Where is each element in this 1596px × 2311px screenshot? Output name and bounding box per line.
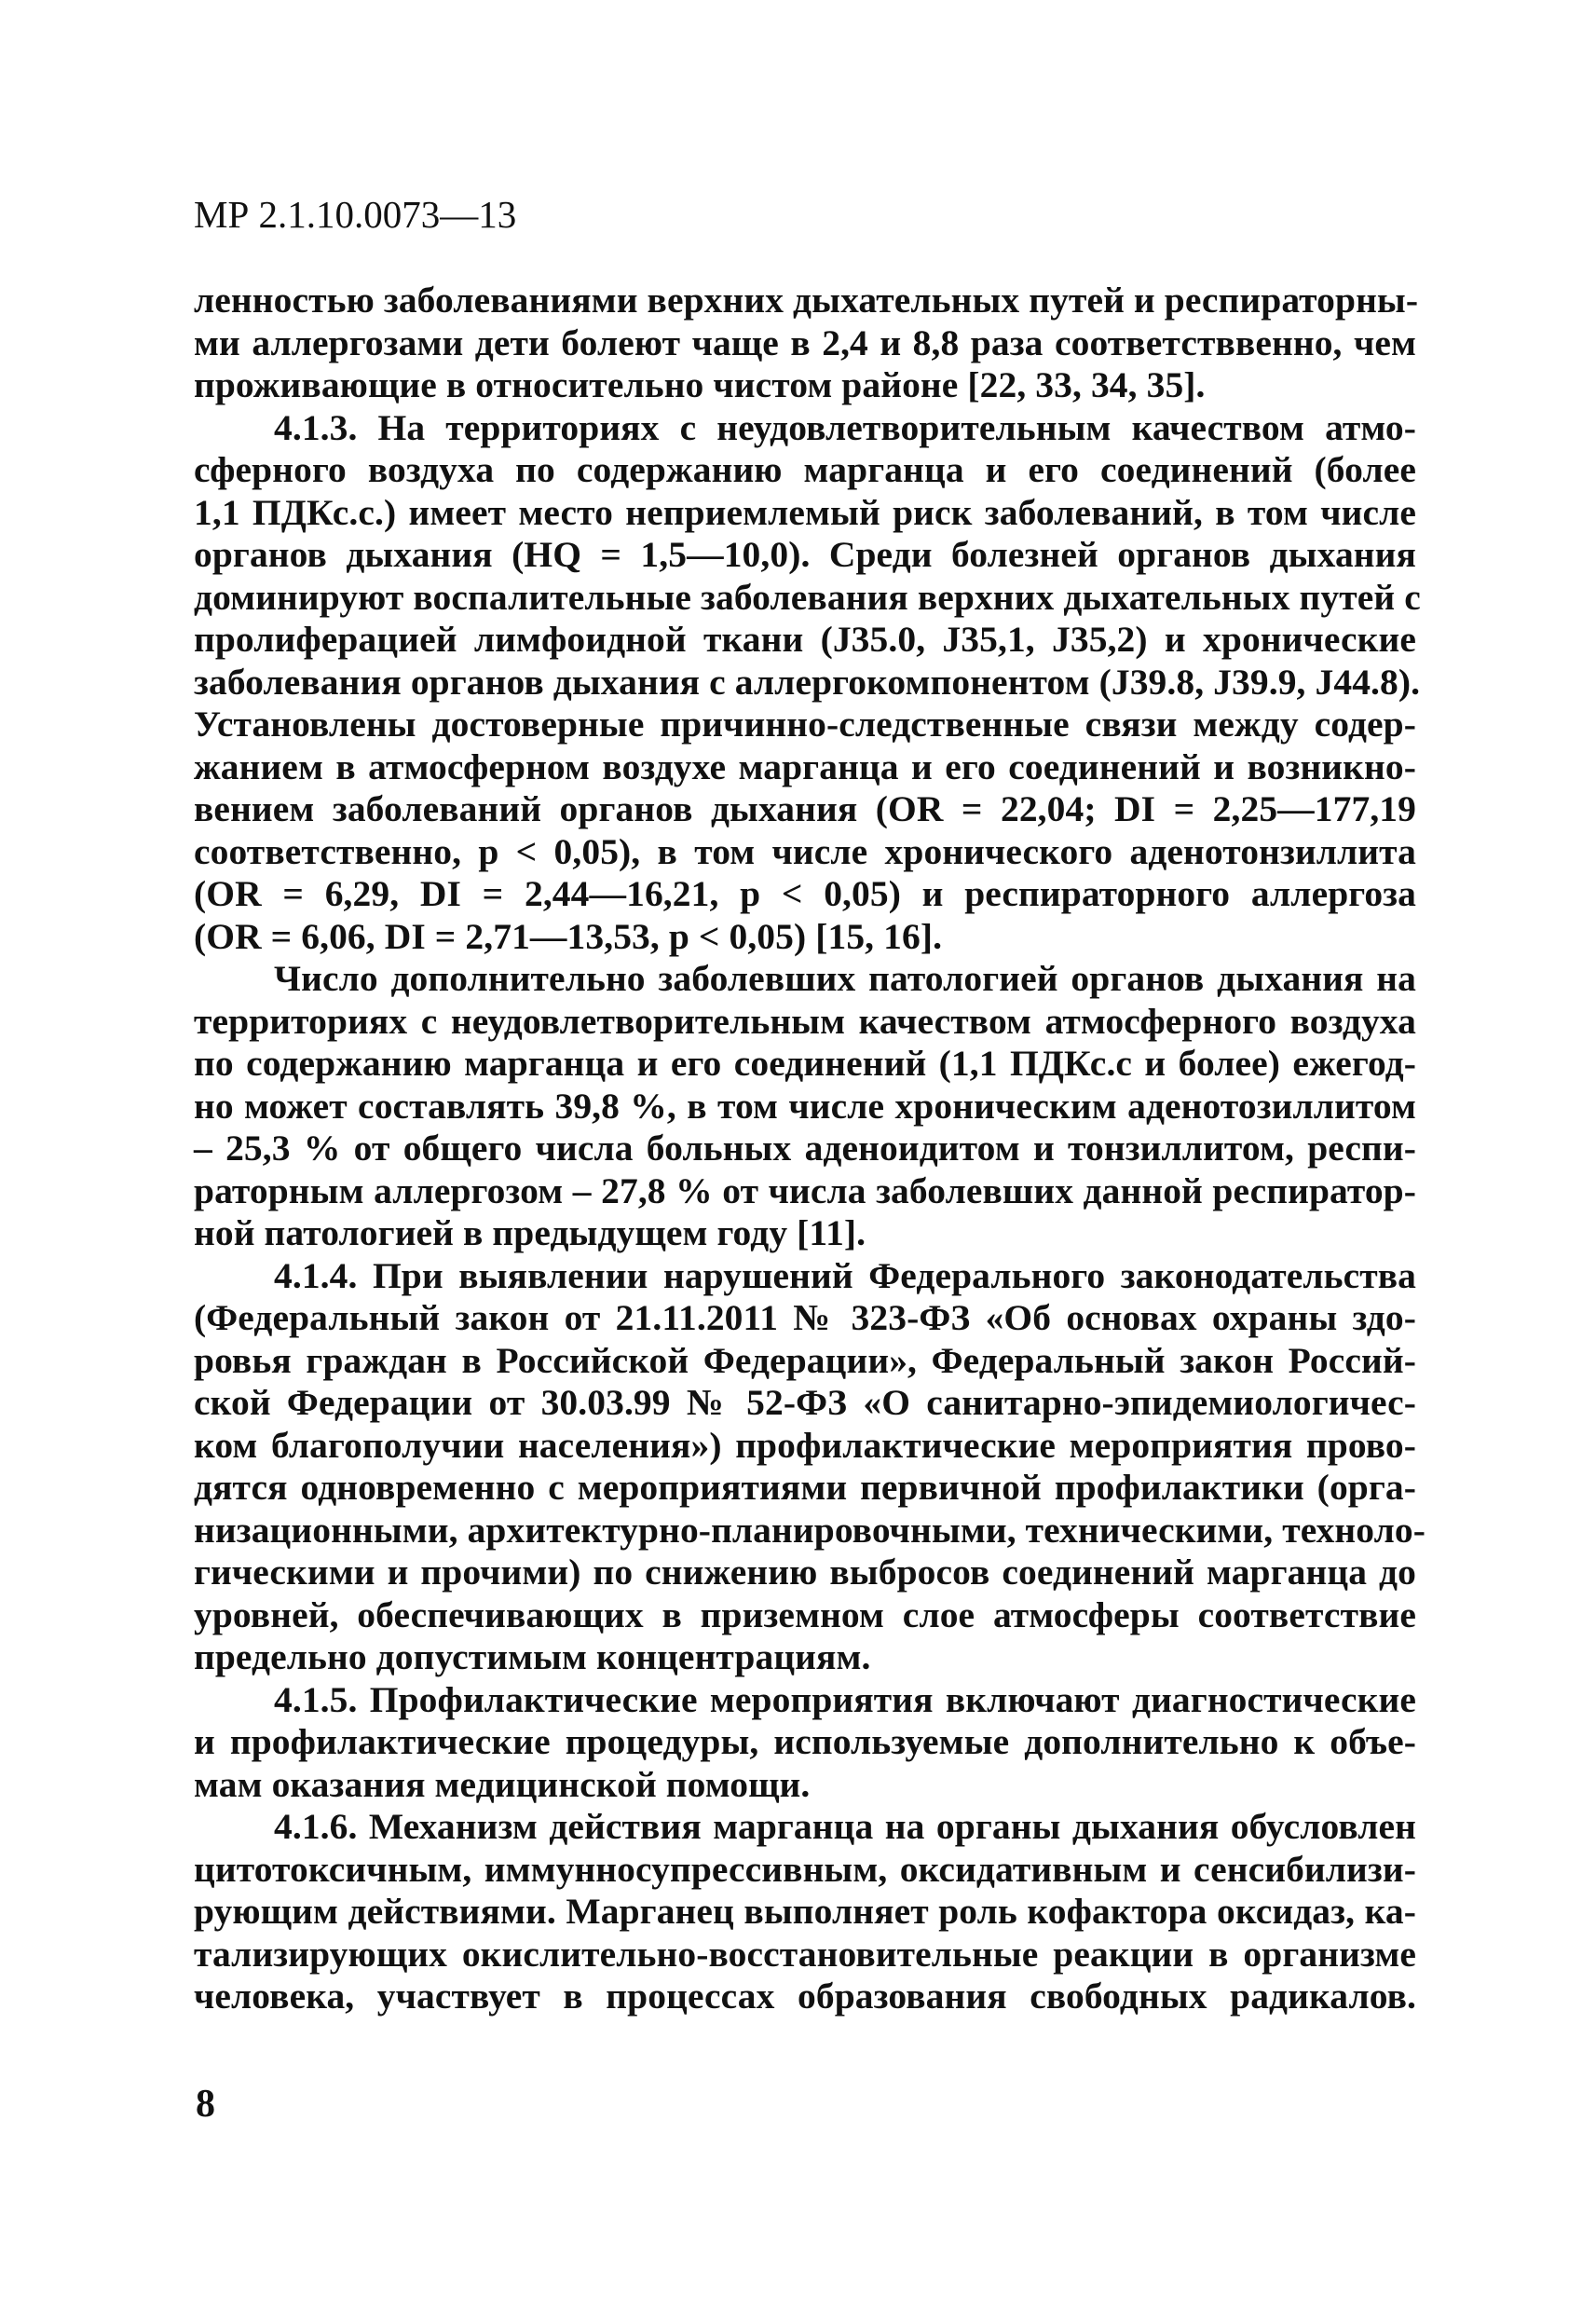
paragraph-continuation	[194, 280, 1419, 407]
text-line: жанием в атмосферном воздухе марганца и его соединений и возникно-	[194, 745, 1416, 787]
text-line: 1,1 ПДКс.с.) имеет место неприемлемый риск заболеваний, в том числе	[194, 491, 1416, 533]
text-line: тализирующих окислительно-восстановительные реакции в организме	[194, 1933, 1416, 1975]
text-line: доминируют воспалительные заболевания верхних дыхательных путей с	[194, 576, 1421, 618]
text-line: – 25,3 % от общего числа больных аденоидитом и тонзиллитом, респи-	[194, 1128, 1416, 1169]
text-line: низационными, архитектурно-планировочными, техническими, техноло-	[194, 1509, 1425, 1551]
text-line: органов дыхания (HQ = 1,5—10,0). Среди болезней органов дыхания	[194, 534, 1416, 575]
paragraph-4-1-6	[194, 1806, 1416, 2018]
page-number: 8	[196, 2083, 215, 2126]
text-line: ской Федерации от 30.03.99 № 52-ФЗ «О санитарно-эпидемиологичес-	[194, 1382, 1416, 1423]
text-line: (Федеральный закон от 21.11.2011 № 323-ФЗ «Об основах охраны здо-	[194, 1297, 1416, 1338]
text-line: Установлены достоверные причинно-следственные связи между содер-	[194, 704, 1416, 745]
text-line: сферного воздуха по содержанию марганца и его соединений (более	[194, 449, 1416, 490]
paragraph-4-1-4	[194, 1254, 1425, 1679]
text-line: вением заболеваний органов дыхания (OR = 22,04; DI = 2,25—177,19	[194, 788, 1416, 829]
text-line: соответственно, p < 0,05), в том числе хронического аденотонзиллита	[194, 830, 1416, 872]
text-line: (OR = 6,06, DI = 2,71—13,53, p < 0,05) [15, 16].	[194, 915, 943, 957]
text-line: ленностью заболеваниями верхних дыхательных путей и респираторны-	[194, 280, 1419, 321]
text-line: ком благополучии населения») профилактические мероприятия прово-	[194, 1424, 1416, 1466]
text-line: и профилактические процедуры, используемые дополнительно к объе-	[194, 1721, 1416, 1762]
text-line: 4.1.3. На территориях с неудовлетворительным качеством атмо-	[274, 406, 1416, 448]
text-line: дятся одновременно с мероприятиями первичной профилактики (орга-	[194, 1467, 1416, 1508]
text-line: раторным аллергозом – 27,8 % от числа заболевших данной респиратор-	[194, 1169, 1416, 1211]
text-line: 4.1.5. Профилактические мероприятия включают диагностические	[274, 1678, 1416, 1720]
text-line: территориях с неудовлетворительным качеством атмосферного воздуха	[194, 1000, 1416, 1042]
text-line: ми аллергозами дети болеют чаще в 2,4 и 8,8 раза соответстввенно, чем	[194, 321, 1416, 363]
document-code-header: МР 2.1.10.0073—13	[194, 193, 517, 236]
text-line: проживающие в относительно чистом районе [22, 33, 34, 35].	[194, 364, 1206, 405]
text-line: цитотоксичным, иммунносупрессивным, оксидативным и сенсибилизи-	[194, 1848, 1416, 1890]
text-line: мам оказания медицинской помощи.	[194, 1763, 811, 1805]
text-line: 4.1.6. Механизм действия марганца на органы дыхания обусловлен	[274, 1806, 1416, 1847]
text-line: ной патологией в предыдущем году [11].	[194, 1212, 866, 1253]
text-line: предельно допустимым концентрациям.	[194, 1636, 871, 1677]
text-line: пролиферацией лимфоидной ткани (J35.0, J35,1, J35,2) и хронические	[194, 619, 1416, 660]
text-line: человека, участвует в процессах образования свободных радикалов.	[194, 1976, 1416, 2017]
paragraph-additional-cases	[194, 958, 1416, 1255]
body-text	[194, 280, 1425, 2018]
paragraph-4-1-3	[194, 406, 1421, 959]
text-line: уровней, обеспечивающих в приземном слое атмосферы соответствие	[194, 1593, 1416, 1635]
text-line: (OR = 6,29, DI = 2,44—16,21, p < 0,05) и респираторного аллергоза	[194, 873, 1416, 914]
text-line: по содержанию марганца и его соединений (1,1 ПДКс.с и более) ежегод-	[194, 1043, 1416, 1084]
text-line: гическими и прочими) по снижению выбросов соединений марганца до	[194, 1552, 1416, 1593]
text-line: Число дополнительно заболевших патологией органов дыхания на	[274, 958, 1416, 999]
text-line: но может составлять 39,8 %, в том числе хроническим аденотозиллитом	[194, 1085, 1416, 1127]
text-line: рующим действиями. Марганец выполняет роль кофактора оксидаз, ка-	[194, 1891, 1416, 1932]
text-line: ровья граждан в Российской Федерации», Федеральный закон Россий-	[194, 1339, 1416, 1381]
paragraph-4-1-5	[194, 1679, 1416, 1807]
text-line: заболевания органов дыхания с аллергокомпонентом (J39.8, J39.9, J44.8).	[194, 661, 1421, 703]
text-line: 4.1.4. При выявлении нарушений Федерального законодательства	[274, 1254, 1416, 1296]
